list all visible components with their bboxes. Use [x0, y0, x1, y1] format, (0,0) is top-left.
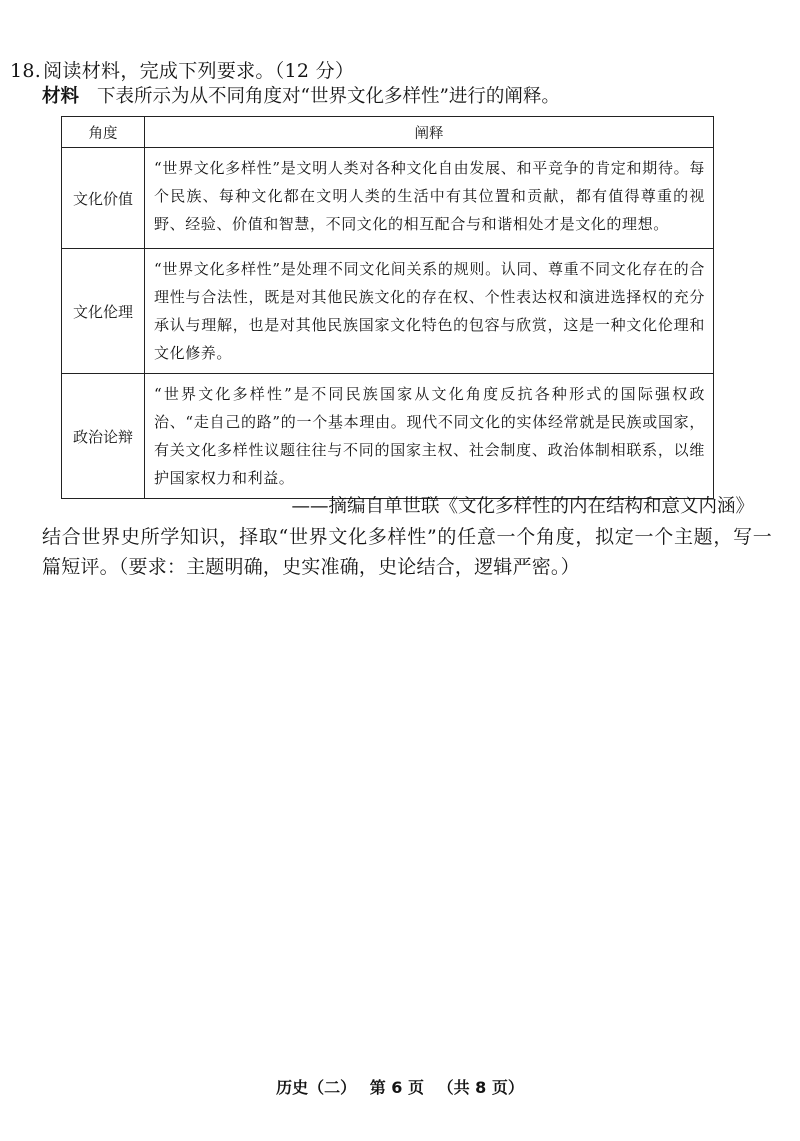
question-header [10, 58, 770, 84]
table-row [62, 249, 714, 374]
page-footer [0, 1077, 800, 1099]
table-header-row [62, 117, 714, 148]
angle-cell: 文化价值 [62, 148, 145, 249]
table-header-explanation: 阐释 [145, 117, 714, 148]
material-intro-text: 下表所示为从不同角度对“世界文化多样性”进行的阐释。 [97, 86, 560, 107]
footer-subject: 历史（二） [276, 1078, 357, 1097]
material-intro [42, 84, 782, 110]
explanation-cell: “世界文化多样性”是处理不同文化间关系的规则。认同、尊重不同文化存在的合理性与合法性，既是对其他民族文化的存在权、个性表达权和演进选择权的充分承认与理解，也是对其他民族国家文化特色的包容与欣赏，这是一种文化伦理和文化修养。 [145, 249, 714, 374]
explanation-cell: “世界文化多样性”是文明人类对各种文化自由发展、和平竞争的肯定和期待。每个民族、每种文化都在文明人类的生活中有其位置和贡献，都有值得尊重的视野、经验、价值和智慧，不同文化的相互配合与和谐相处才是文化的理想。 [145, 148, 714, 249]
question-number: 18. [10, 60, 42, 82]
angle-cell: 文化伦理 [62, 249, 145, 374]
material-table [61, 116, 714, 499]
footer-page: 第 6 页 [369, 1078, 424, 1097]
table-row [62, 374, 714, 499]
material-label: 材料 [42, 86, 80, 107]
source-citation: ——摘编自单世联《文化多样性的内在结构和意义内涵》 [291, 496, 754, 517]
table-row [62, 148, 714, 249]
question-prompt: 阅读材料，完成下列要求。（12 分） [43, 60, 355, 82]
task-instructions: 结合世界史所学知识，择取“世界文化多样性”的任意一个角度，拟定一个主题，写一篇短评。（要求：主题明确，史实准确，史论结合，逻辑严密。） [42, 526, 772, 578]
angle-cell: 政治论辩 [62, 374, 145, 499]
explanation-cell: “世界文化多样性”是不同民族国家从文化角度反抗各种形式的国际强权政治、“走自己的路”的一个基本理由。现代不同文化的实体经常就是民族或国家，有关文化多样性议题往往与不同的国家主权、社会制度、政治体制相联系，以维护国家权力和利益。 [145, 374, 714, 499]
footer-total: （共 8 页） [437, 1078, 524, 1097]
table-header-angle: 角度 [62, 117, 145, 148]
